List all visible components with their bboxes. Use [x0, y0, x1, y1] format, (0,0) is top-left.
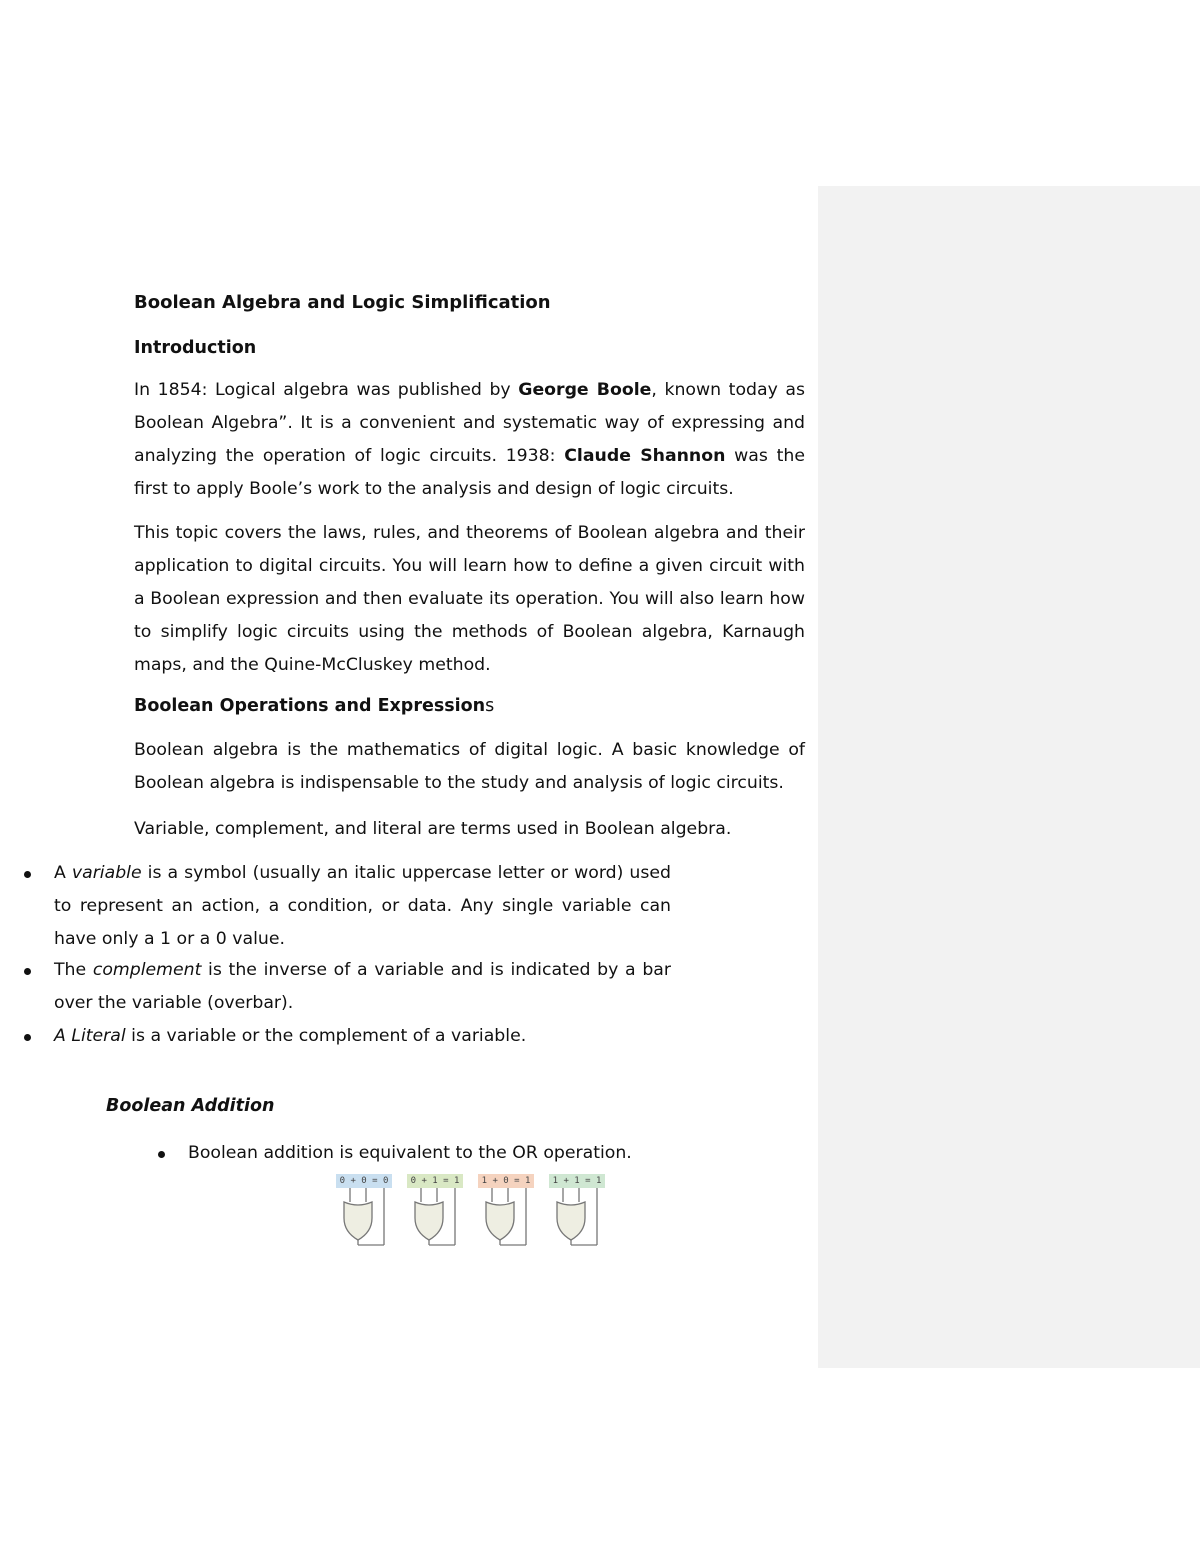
operations-heading-trailing: s — [485, 696, 495, 716]
topic-paragraph: This topic covers the laws, rules, and theorems of Boolean algebra and their application to digital circuits. You will learn how to define a given circuit with a Boolean expression and then evaluate its operation. You will also learn how to simplify logic circuits using the methods of Boolean algebra, Karnaugh maps, and the Quine-McCluskey method. — [134, 523, 805, 675]
bullet-lead: The — [54, 960, 93, 980]
or-gate-label: 0 + 0 = 0 — [336, 1174, 392, 1188]
intro-text-3: was the first to apply Boole’s work to the analysis and design of logic circuits. — [134, 446, 805, 499]
or-gate-icon — [407, 1188, 465, 1250]
or-gate-icon — [336, 1188, 394, 1250]
or-gate-4 — [549, 1174, 607, 1250]
intro-paragraph — [134, 374, 805, 506]
or-gate-label: 1 + 1 = 1 — [549, 1174, 605, 1188]
or-gate-icon — [549, 1188, 607, 1250]
intro-name-shannon: Claude Shannon — [564, 446, 726, 466]
bullet-icon — [158, 1151, 165, 1158]
intro-text-1: In 1854: Logical algebra was published by — [134, 380, 519, 400]
document-title: Boolean Algebra and Logic Simplification — [134, 292, 551, 313]
bullet-term: A Literal — [54, 1026, 126, 1046]
comment-pane — [818, 186, 1200, 1368]
intro-name-boole: George Boole — [518, 380, 652, 400]
or-gate-label: 1 + 0 = 1 — [478, 1174, 534, 1188]
gate-body — [486, 1202, 514, 1240]
or-gate-3 — [478, 1174, 536, 1250]
bullet-text: is the inverse of a variable and is indicated by a bar over the variable (overbar). — [54, 960, 671, 1013]
operations-paragraph: Boolean algebra is the mathematics of digital logic. A basic knowledge of Boolean algebra is indispensable to the study and analysis of logic circuits. — [134, 740, 805, 793]
terms-paragraph: Variable, complement, and literal are terms used in Boolean algebra. — [134, 819, 732, 839]
operations-heading — [134, 696, 494, 716]
addition-bullet-text: Boolean addition is equivalent to the OR operation. — [188, 1143, 632, 1163]
introduction-heading: Introduction — [134, 338, 257, 358]
bullet-icon — [24, 1034, 31, 1041]
or-gate-figure — [336, 1174, 606, 1250]
or-gate-icon — [478, 1188, 536, 1250]
gate-body — [415, 1202, 443, 1240]
or-gate-2 — [407, 1174, 465, 1250]
list-item — [54, 954, 671, 1020]
gate-body — [557, 1202, 585, 1240]
bullet-text: is a symbol (usually an italic uppercase letter or word) used to represent an action, a condition, or data. Any single variable can have only a 1 or a 0 value. — [54, 863, 671, 949]
list-item — [54, 857, 671, 956]
bullet-lead: A — [54, 863, 72, 883]
or-gate-1 — [336, 1174, 394, 1250]
gate-body — [344, 1202, 372, 1240]
intro-text-2: , known today as Boolean Algebra”. It is a convenient and systematic way of expressing and analyzing the operation of logic circuits. 1938: — [134, 380, 805, 466]
bullet-term: variable — [71, 863, 142, 883]
list-item — [54, 1020, 671, 1053]
addition-heading: Boolean Addition — [106, 1096, 275, 1116]
or-gate-label: 0 + 1 = 1 — [407, 1174, 463, 1188]
bullet-term: complement — [92, 960, 202, 980]
addition-bullet — [188, 1137, 632, 1170]
bullet-text: is a variable or the complement of a variable. — [125, 1026, 527, 1046]
operations-heading-text: Boolean Operations and Expression — [134, 696, 486, 716]
bullet-icon — [24, 968, 31, 975]
bullet-icon — [24, 871, 31, 878]
